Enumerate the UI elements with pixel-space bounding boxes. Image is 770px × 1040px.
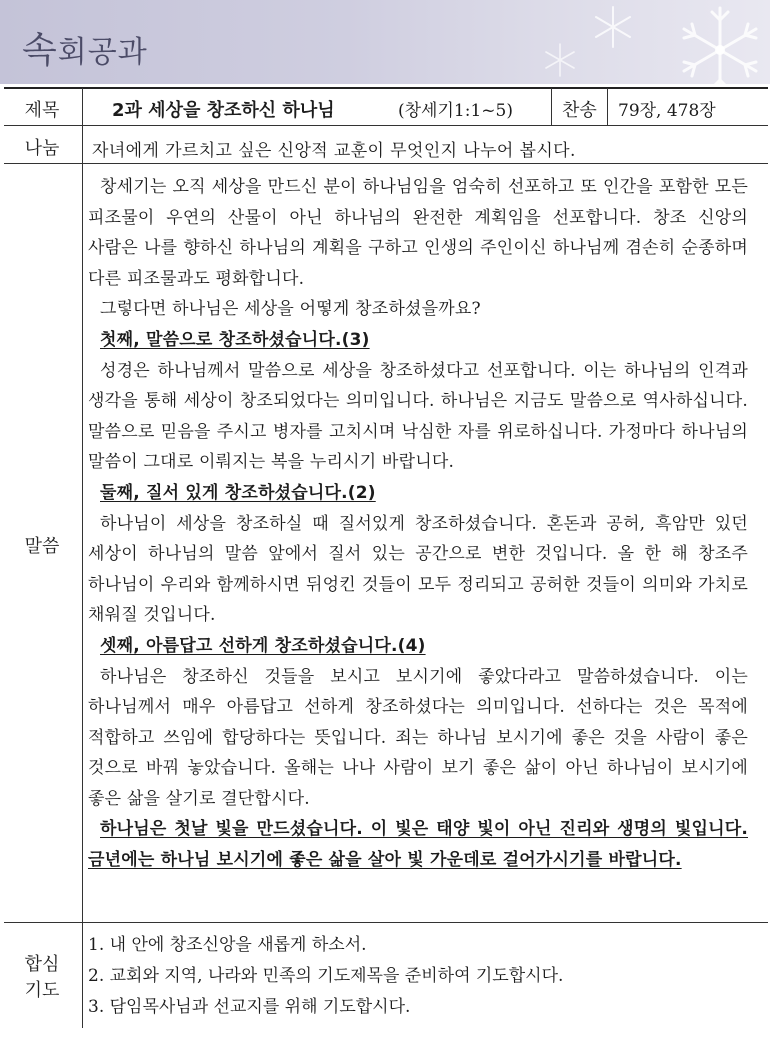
hymn-divider-right [607,88,608,125]
point-two-body: 하나님이 세상을 창조하실 때 질서있게 창조하셨습니다. 혼돈과 공허, 흑암만 있던 세상이 하나님의 말씀 앞에서 질서 있는 공간으로 변한 것입니다. 올 한 해 창조주 하나님이 우리와 함께하시면 뒤엉킨 것들이 모두 정리되고 공허한 것들이 의미와 가치로 채워질 것입니다. [88,513,748,626]
word-row-label: 말씀 [24,536,60,557]
guiding-question: 그렇다면 하나님은 세상을 어떻게 창조하셨을까요? [100,299,481,320]
point-one-heading: 첫째, 말씀으로 창조하셨습니다.(3) [100,329,370,350]
label-column-divider [82,88,83,1028]
snowflake-icon [640,0,770,100]
point-three-body: 하나님은 창조하신 것들을 보시고 보시기에 좋았다라고 말씀하셨습니다. 이는 하나님께서 매우 아름답고 선하게 창조하셨다는 의미입니다. 선하다는 것은 목적에 적합하고 쓰임에 합당하다는 뜻입니다. 죄는 하나님 보시기에 좋은 것을 사람이 좋은 것으로 바꿔 놓았습니다. 올해는 나나 사람이 보기 좋은 삶이 아닌 하나님이 보시기에 좋은 삶을 살기로 결단합시다. [88,666,748,809]
page-title-rest: 회공과 [57,35,148,70]
prayer-item: 2. 교회와 지역, 나라와 민족의 기도제목을 준비하여 기도합시다. [88,966,564,986]
hymn-numbers: 79장, 478장 [618,101,716,121]
lesson-title: 2과 세상을 창조하신 하나님 [112,100,335,121]
row-divider-title [4,125,768,126]
hymn-divider-left [551,88,552,125]
table-top-rule [4,87,768,89]
page-title [22,22,148,73]
snowflake-tiny-icon [540,40,580,80]
share-prompt: 자녀에게 가르치고 싶은 신앙적 교훈이 무엇인지 나누어 봅시다. [92,141,576,161]
title-row-label: 제목 [24,100,60,121]
share-row-label: 나눔 [24,138,60,159]
page-title-first-letter: 속 [22,30,58,71]
prayer-label-line2: 기도 [24,980,60,1001]
row-divider-share [4,163,768,164]
point-two-heading: 둘째, 질서 있게 창조하셨습니다.(2) [100,482,376,503]
scripture-reference: (창세기1:1~5) [398,101,513,121]
snowflake-small-icon [588,2,638,52]
intro-paragraph: 창세기는 오직 세상을 만드신 분이 하나님임을 엄숙히 선포하고 또 인간을 포함한 모든 피조물이 우연의 산물이 아닌 하나님의 완전한 계획임을 선포합니다. 창조 신앙의 사람은 나를 향하신 하나님의 계획을 구하고 인생의 주인이신 하나님께 겸손히 순종하며 다른 피조물과도 평화합니다. [88,177,748,289]
point-one-body: 성경은 하나님께서 말씀으로 세상을 창조하셨다고 선포합니다. 이는 하나님의 인격과 생각을 통해 세상이 창조되었다는 의미입니다. 하나님은 지금도 말씀으로 역사하십니다. 말씀으로 믿음을 주시고 병자를 고치시며 낙심한 자를 위로하십니다. 가정마다 하나님의 말씀이 그대로 이뤄지는 복을 누리시기 바랍니다. [88,360,748,473]
prayer-item: 1. 내 안에 창조신앙을 새롭게 하소서. [88,935,367,955]
prayer-label-line1: 합심 [24,954,60,975]
row-divider-word [4,922,768,923]
conclusion-paragraph: 하나님은 첫날 빛을 만드셨습니다. 이 빛은 태양 빛이 아닌 진리와 생명의 빛입니다. 금년에는 하나님 보시기에 좋은 삶을 살아 빛 가운데로 걸어가시기를 바랍니다. [88,819,748,871]
prayer-item: 3. 담임목사님과 선교지를 위해 기도합시다. [88,997,411,1017]
prayer-row-label [4,952,80,1004]
prayer-list [88,930,563,1023]
hymn-label: 찬송 [562,100,597,121]
sermon-body [88,172,748,876]
point-three-heading: 셋째, 아름답고 선하게 창조하셨습니다.(4) [100,635,426,656]
